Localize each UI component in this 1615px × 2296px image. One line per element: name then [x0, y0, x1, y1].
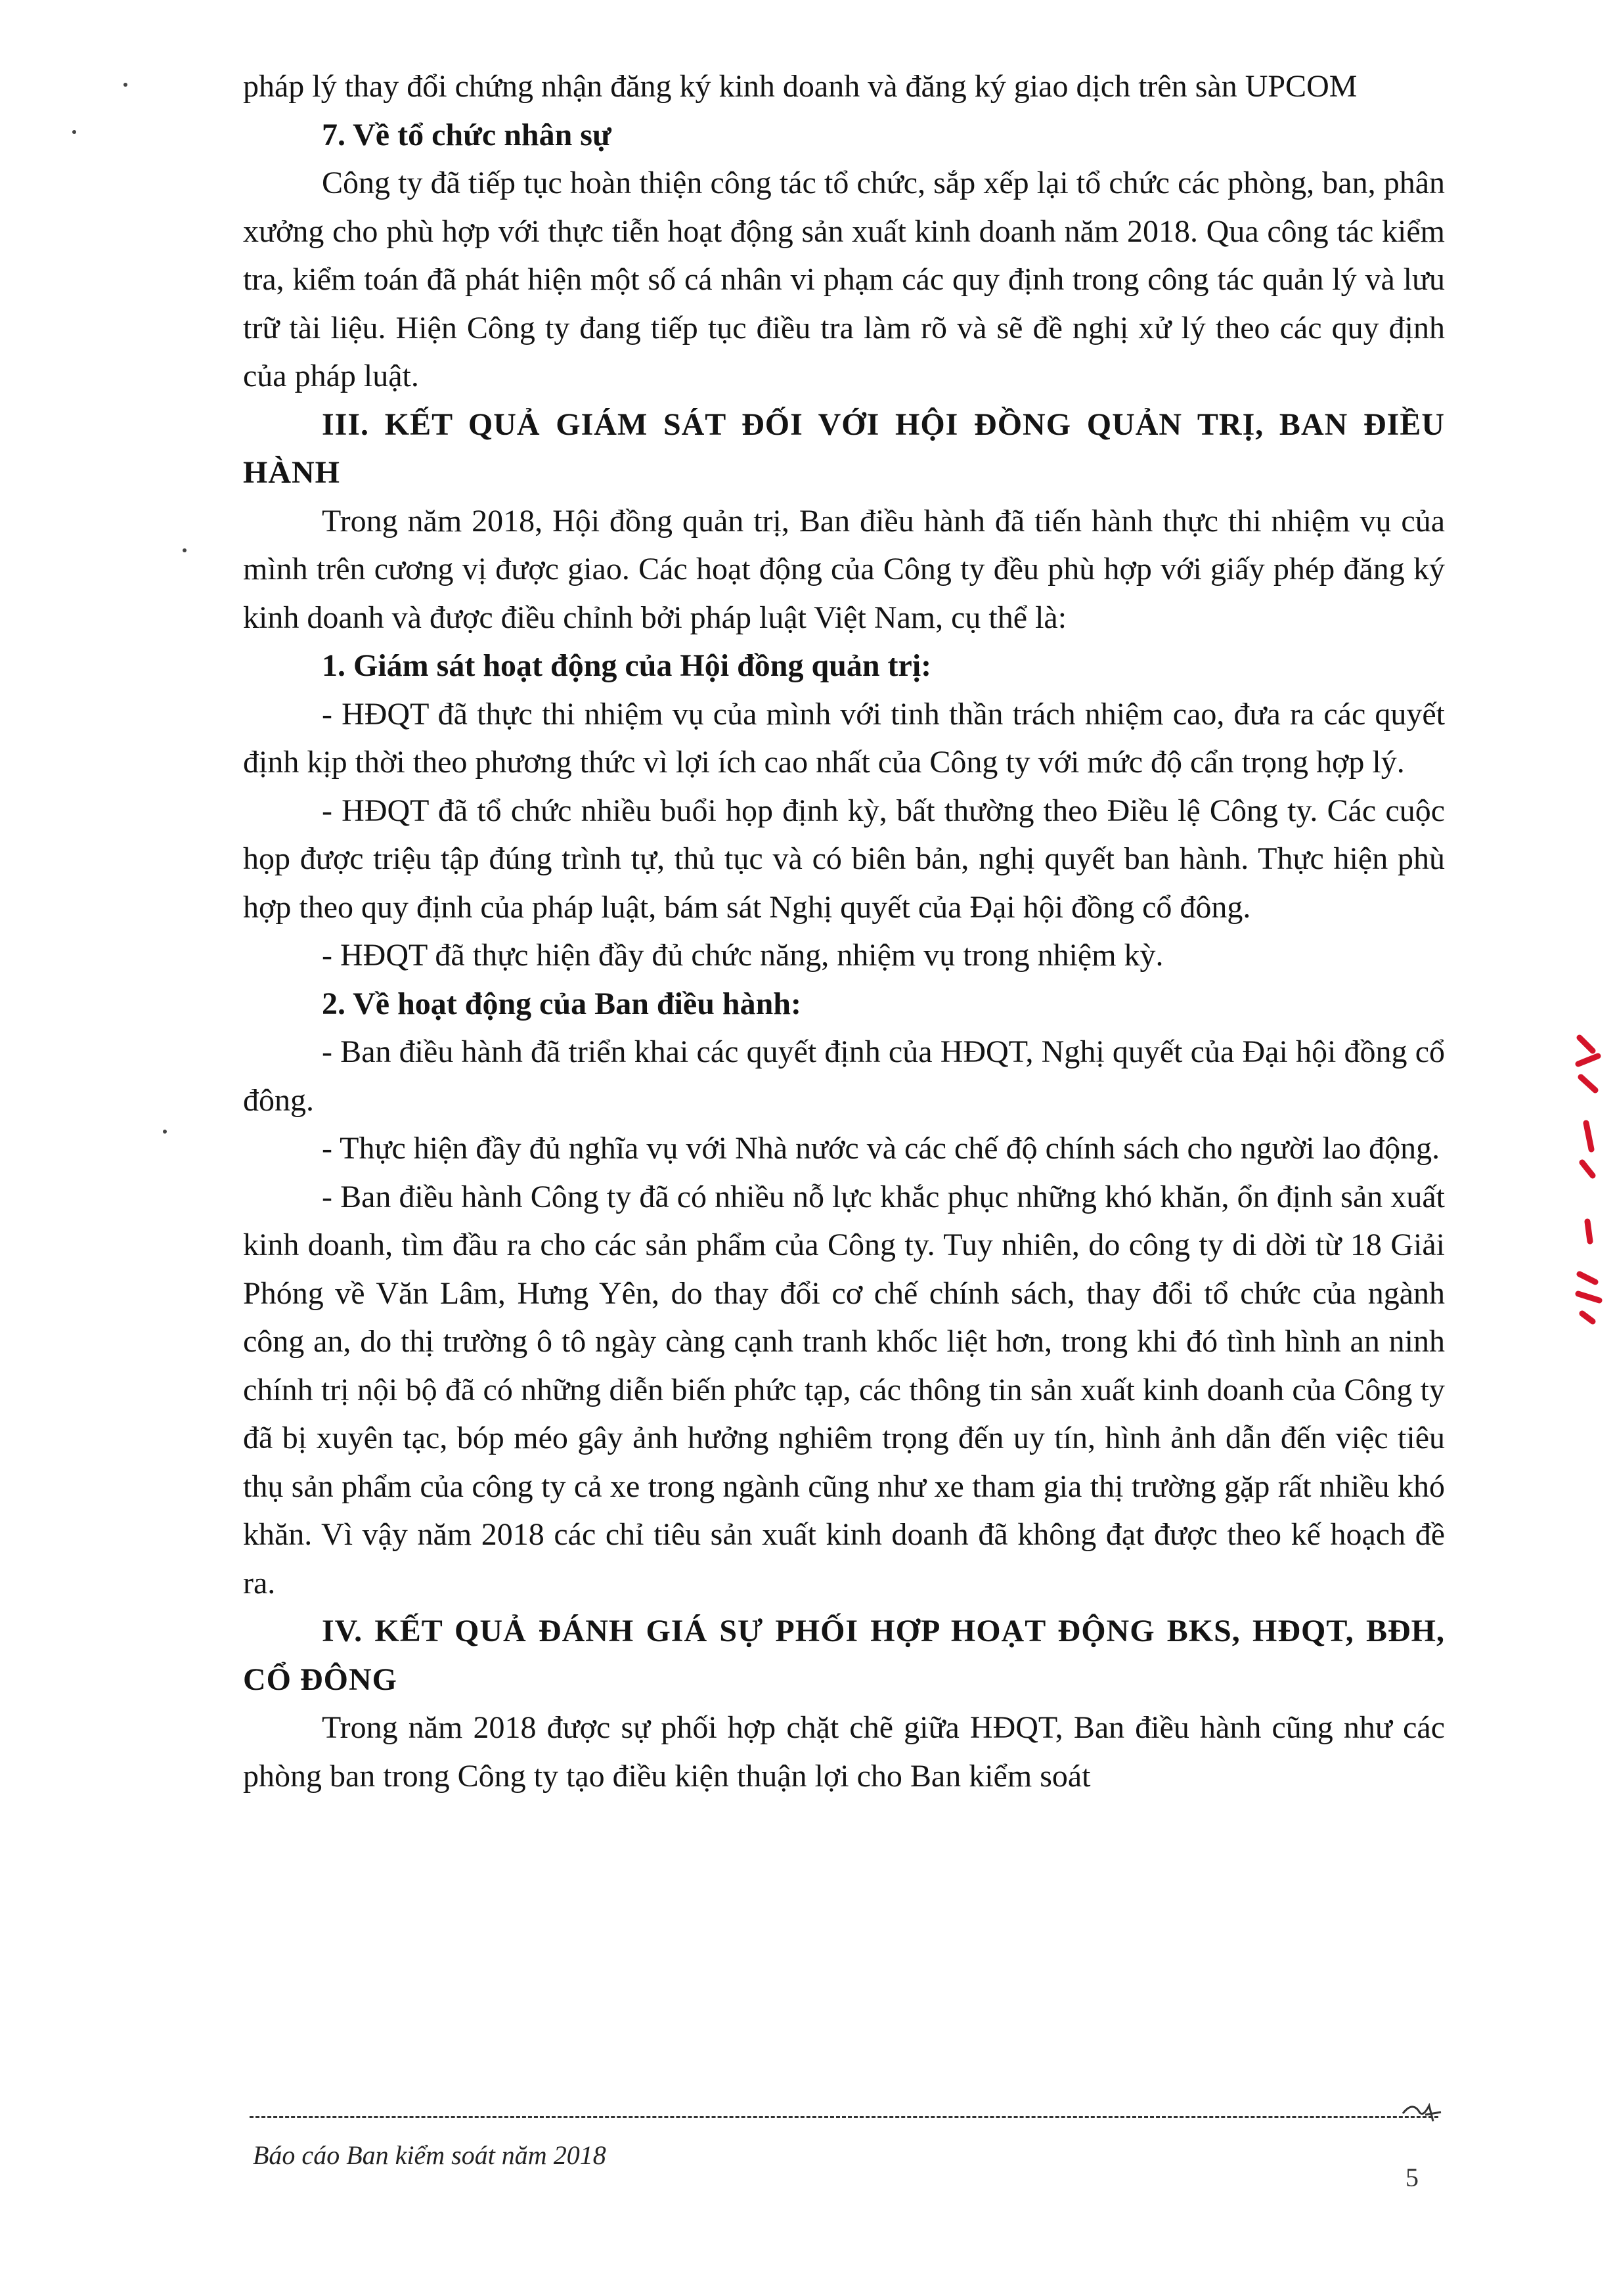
paragraph-exec-2: - Thực hiện đầy đủ nghĩa vụ với Nhà nước và các chế độ chính sách cho người lao động.	[322, 1131, 1440, 1166]
paragraph-board-3: - HĐQT đã thực hiện đầy đủ chức năng, nhiệm vụ trong nhiệm kỳ.	[322, 938, 1164, 973]
initials-mark-icon	[1399, 2099, 1445, 2125]
paragraph-exec-3: - Ban điều hành Công ty đã có nhiều nỗ lực khắc phục những khó khăn, ổn định sản xuất kinh doanh, tìm đầu ra cho các sản phẩm của Công ty. Tuy nhiên, do công ty di dời từ 18 Giải Phóng về Văn Lâm, Hưng Yên, do thay đổi cơ chế chính sách, thay đổi tổ chức của ngành công an, do thị trường ô tô ngày càng cạnh tranh khốc liệt hơn, trong khi đó tình hình an ninh chính trị nội bộ đã có những diễn biến phức tạp, các thông tin sản xuất kinh doanh của Công ty đã bị xuyên tạc, bóp méo gây ảnh hưởng nghiêm trọng đến uy tín, hình ảnh dẫn đến việc tiêu thụ sản phẩm của công ty cả xe trong ngành cũng như xe tham gia thị trường gặp rất nhiều khó khăn. Vì vậy năm 2018 các chỉ tiêu sản xuất kinh doanh đã không đạt được theo kế hoạch đề ra.	[243, 1179, 1445, 1601]
red-stamp-edge-icon	[1573, 1025, 1606, 1327]
heading-section-iii: III. KẾT QUẢ GIÁM SÁT ĐỐI VỚI HỘI ĐỒNG QUẢN TRỊ, BAN ĐIỀU HÀNH	[243, 407, 1445, 490]
heading-board-supervision: 1. Giám sát hoạt động của Hội đồng quản trị:	[322, 648, 932, 683]
paragraph-continuation: pháp lý thay đổi chứng nhận đăng ký kinh doanh và đăng ký giao dịch trên sàn UPCOM	[243, 69, 1358, 104]
paragraph-organization: Công ty đã tiếp tục hoàn thiện công tác tổ chức, sắp xếp lại tổ chức các phòng, ban, phân xưởng cho phù hợp với thực tiễn hoạt động sản xuất kinh doanh năm 2018. Qua công tác kiểm tra, kiểm toán đã phát hiện một số cá nhân vi phạm các quy định trong công tác quản lý và lưu trữ tài liệu. Hiện Công ty đang tiếp tục điều tra làm rõ và sẽ đề nghị xử lý theo các quy định của pháp luật.	[243, 166, 1445, 393]
heading-executive-board: 2. Về hoạt động của Ban điều hành:	[322, 986, 801, 1021]
paragraph-intro-iii: Trong năm 2018, Hội đồng quản trị, Ban điều hành đã tiến hành thực thi nhiệm vụ của mình trên cương vị được giao. Các hoạt động của Công ty đều phù hợp với giấy phép đăng ký kinh doanh và được điều chỉnh bởi pháp luật Việt Nam, cụ thể là:	[243, 503, 1445, 635]
scan-speck	[183, 548, 187, 552]
scan-speck	[123, 83, 127, 87]
document-body	[243, 62, 1445, 1800]
heading-section-7: 7. Về tổ chức nhân sự	[322, 117, 611, 152]
paragraph-board-1: - HĐQT đã thực thi nhiệm vụ của mình với tinh thần trách nhiệm cao, đưa ra các quyết định kịp thời theo phương thức vì lợi ích cao nhất của Công ty với mức độ cẩn trọng hợp lý.	[243, 696, 1445, 780]
scan-speck	[72, 130, 76, 134]
paragraph-exec-1: - Ban điều hành đã triển khai các quyết định của HĐQT, Nghị quyết của Đại hội đồng cổ đông.	[243, 1034, 1445, 1118]
heading-section-iv: IV. KẾT QUẢ ĐÁNH GIÁ SỰ PHỐI HỢP HOẠT ĐỘNG BKS, HĐQT, BĐH, CỔ ĐÔNG	[243, 1614, 1445, 1697]
footer-title: Báo cáo Ban kiểm soát năm 2018	[253, 2140, 606, 2170]
footer-divider	[250, 2116, 1438, 2118]
paragraph-board-2: - HĐQT đã tổ chức nhiều buổi họp định kỳ, bất thường theo Điều lệ Công ty. Các cuộc họp được triệu tập đúng trình tự, thủ tục và có biên bản, nghị quyết ban hành. Thực hiện phù hợp theo quy định của pháp luật, bám sát Nghị quyết của Đại hội đồng cổ đông.	[243, 793, 1445, 925]
page-number: 5	[1405, 2163, 1419, 2192]
paragraph-coordination: Trong năm 2018 được sự phối hợp chặt chẽ giữa HĐQT, Ban điều hành cũng như các phòng ban trong Công ty tạo điều kiện thuận lợi cho Ban kiểm soát	[243, 1710, 1445, 1794]
scan-speck	[163, 1130, 167, 1134]
